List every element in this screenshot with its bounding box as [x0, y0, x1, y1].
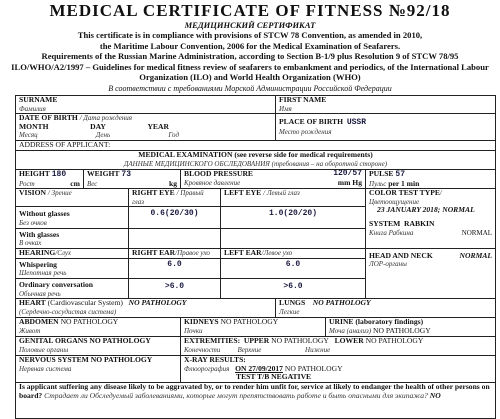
color-test-field: COLOR TEST TYPE/ Цветоощущение 23 JANUARY 2018; NORMAL SYSTEM RABKIN Книга Рабкина NORMAL: [366, 189, 496, 249]
without-glasses-right: 0.6(20/30): [129, 207, 221, 228]
with-glasses-label: With glasses В очках: [16, 228, 129, 248]
head-neck-field: HEAD AND NECK NORMAL ЛОР-органы: [366, 248, 496, 298]
without-glasses-label: Without glasses Без очков: [16, 207, 129, 228]
urine-field: URINE (laboratory findings) Моча (анализ) NO PATHOLOGY: [326, 318, 496, 337]
weight-field: WEIGHT 73 Вес kg: [84, 169, 181, 188]
pulse-field: PULSE 57 Пульс per 1 min: [366, 169, 496, 188]
right-ear-header: RIGHT EAR/Правое ухо: [129, 248, 221, 258]
genital-field: GENITAL ORGANS NO PATHOLOGY Половые органы: [16, 337, 181, 356]
certificate-title: MEDICAL CERTIFICATE OF FITNESS №92/18: [49, 1, 451, 20]
compliance-intro: [0, 30, 500, 83]
heart-field: HEART (Cardiovascular System) NO PATHOLOGY (Сердечно-сосудистая система): [16, 299, 276, 318]
conversation-label: Ordinary conversation Обычная речь: [16, 278, 129, 298]
right-eye-header: RIGHT EYE / Правый глаз: [129, 189, 221, 207]
conversation-left: >6.0: [221, 278, 366, 298]
intro-ru: В соответствии с требованиями Морской Администрации Российской Федерации: [108, 84, 392, 93]
intro-line: ILO/WHO/A2/1997 – Guidelines for medical fitness review of seafarers to embankment and periodics, of the International Labour: [11, 61, 489, 72]
intro-line: This certificate is in compliance with provisions of STCW 78 Convention, as amended in 2010,: [77, 30, 423, 40]
intro-line: Organization (ILO) and World Health Organization (WHO): [139, 72, 361, 83]
with-glasses-right: [129, 228, 221, 248]
medical-exam-heading: MEDICAL EXAMINATION (see reverse side for medical requirements) ДАННЫЕ МЕДИЦИНСКОГО ОБСЛЕДОВАНИЯ (требования – на оборотной стороне): [16, 150, 496, 169]
first-name-field: FIRST NAME Имя: [276, 96, 496, 114]
place-of-birth-field: PLACE OF BIRTH USSR Место рождения: [276, 114, 496, 141]
intro-line: Requirements of the Russian Marine Administration, according to Section B-1/9 plus Resolution 9 of STCW 78/95: [41, 51, 459, 62]
blood-pressure-field: BLOOD PRESSURE 120/57 Кровяное давление mm Hg: [181, 169, 366, 188]
fitness-question-field: Is applicant suffering any disease likely to be aggravated by, or to render him unfit for, service at likely to endanger the health of other persons on board? Страдает ли Обследуемый заболеваниями, которые могут препятствовать работе и быть опасными для экипажа? NO: [16, 383, 496, 419]
nervous-system-field: NERVOUS SYSTEM NO PATHOLOGY Нервная система: [16, 356, 181, 383]
extremities-field: EXTREMITIES: UPPER NO PATHOLOGY LOWER NO PATHOLOGY Конечности Верхние Нижние: [181, 337, 496, 356]
without-glasses-left: 1.0(20/20): [221, 207, 366, 228]
whispering-left: 6.0: [221, 258, 366, 278]
conversation-right: >6.0: [129, 278, 221, 298]
surname-field: SURNAME Фамилия: [16, 96, 276, 114]
whispering-label: Whispering Шепотная речь: [16, 258, 129, 278]
address-field: ADDRESS OF APPLICANT:: [16, 140, 496, 150]
date-of-birth-field: DATE OF BIRTH / Дата рождения MONTH DAY YEAR Месяц День Год: [16, 114, 276, 141]
abdomen-field: ABDOMEN NO PATHOLOGY Живот: [16, 318, 181, 337]
kidneys-field: KIDNEYS NO PATHOLOGY Почки: [181, 318, 326, 337]
medical-form-table: [15, 95, 496, 419]
with-glasses-left: [221, 228, 366, 248]
vision-label: VISION / Зрение: [16, 189, 129, 207]
whispering-right: 6.0: [129, 258, 221, 278]
intro-line: the Maritime Labour Convention, 2006 for the Medical Examination of Seafarers.: [99, 40, 401, 51]
left-eye-header: LEFT EYE / Левый глаз: [221, 189, 366, 207]
left-ear-header: LEFT EAR/Левое ухо: [221, 248, 366, 258]
hearing-label: HEARING/Слух: [16, 248, 129, 258]
certificate-subtitle-ru: МЕДИЦИНСКИЙ СЕРТИФИКАТ: [184, 20, 316, 30]
xray-field: X-RAY RESULTS: Флюорография ON 27/09/2017 NO PATHOLOGY TEST T/B NEGATIVE: [181, 356, 496, 383]
height-field: HEIGHT 180 Рост cm: [16, 169, 84, 188]
lungs-field: LUNGS NO PATHOLOGY Легкие: [276, 299, 496, 318]
